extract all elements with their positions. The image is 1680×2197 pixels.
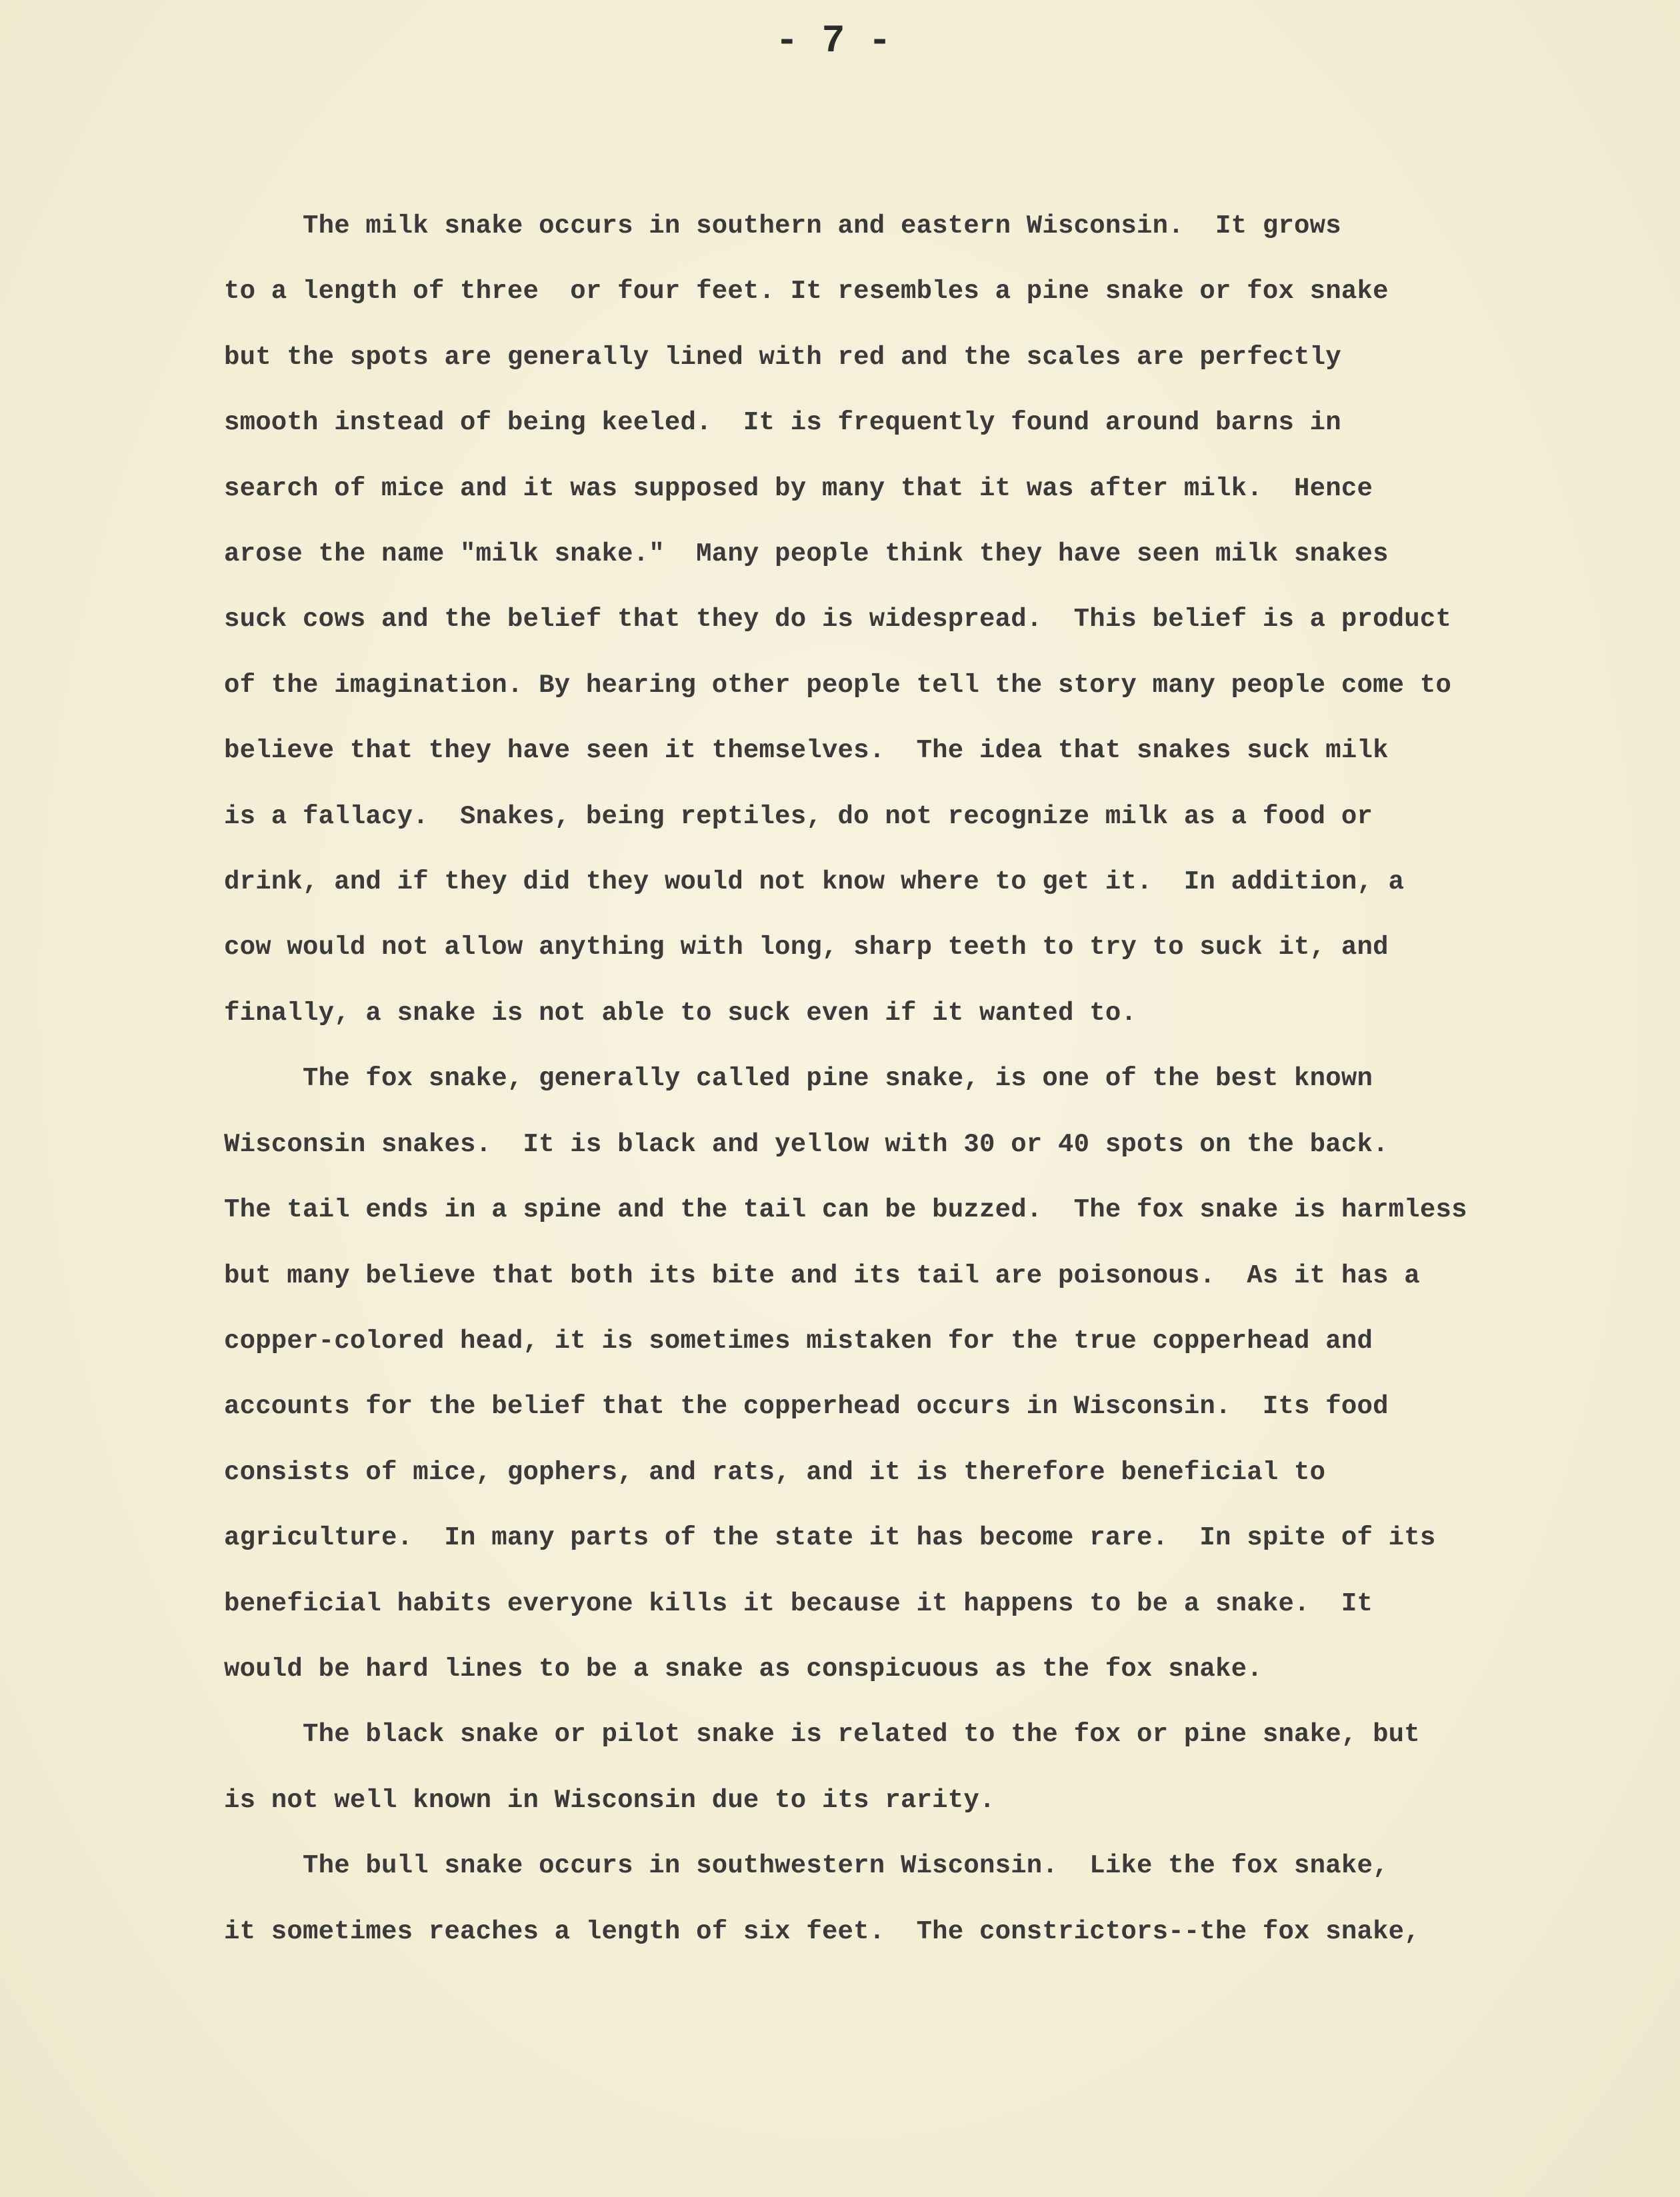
text-line: agriculture. In many parts of the state it has become rare. In spite of its xyxy=(224,1523,1436,1553)
text-line: Wisconsin snakes. It is black and yellow with 30 or 40 spots on the back. xyxy=(224,1129,1389,1159)
text-line: consists of mice, gophers, and rats, and it is therefore beneficial to xyxy=(224,1457,1326,1487)
text-line: to a length of three or four feet. It resembles a pine snake or fox snake xyxy=(224,277,1389,307)
text-line: finally, a snake is not able to suck even if it wanted to. xyxy=(224,998,1137,1028)
text-line: cow would not allow anything with long, sharp teeth to try to suck it, and xyxy=(224,933,1389,963)
text-line: is not well known in Wisconsin due to its rarity. xyxy=(224,1785,995,1815)
text-line: is a fallacy. Snakes, being reptiles, do not recognize milk as a food or xyxy=(224,801,1373,831)
text-line: The milk snake occurs in southern and eastern Wisconsin. It grows xyxy=(224,211,1341,241)
text-line: smooth instead of being keeled. It is frequently found around barns in xyxy=(224,408,1341,438)
page-number: - 7 - xyxy=(775,20,892,63)
text-line: suck cows and the belief that they do is widespread. This belief is a product xyxy=(224,605,1452,635)
text-line: but many believe that both its bite and its tail are poisonous. As it has a xyxy=(224,1260,1420,1290)
text-line: but the spots are generally lined with red and the scales are perfectly xyxy=(224,342,1341,372)
text-line: search of mice and it was supposed by many that it was after milk. Hence xyxy=(224,473,1373,503)
text-line: copper-colored head, it is sometimes mistaken for the true copperhead and xyxy=(224,1326,1373,1356)
text-line: The bull snake occurs in southwestern Wisconsin. Like the fox snake, xyxy=(224,1851,1389,1881)
paragraph-fox-snake xyxy=(224,1046,1571,1702)
text-line: The tail ends in a spine and the tail can be buzzed. The fox snake is harmless xyxy=(224,1195,1467,1225)
paragraph-black-snake xyxy=(224,1702,1571,1833)
paragraph-milk-snake xyxy=(224,193,1571,1046)
paragraph-bull-snake xyxy=(224,1833,1571,1964)
text-line: it sometimes reaches a length of six feet. The constrictors--the fox snake, xyxy=(224,1916,1420,1946)
text-line: The black snake or pilot snake is related to the fox or pine snake, but xyxy=(224,1720,1420,1750)
text-line: beneficial habits everyone kills it because it happens to be a snake. It xyxy=(224,1588,1373,1618)
body-text xyxy=(224,193,1571,1964)
text-line: of the imagination. By hearing other people tell the story many people come to xyxy=(224,670,1452,700)
text-line: arose the name "milk snake." Many people think they have seen milk snakes xyxy=(224,539,1389,569)
text-line: The fox snake, generally called pine snake, is one of the best known xyxy=(224,1064,1373,1094)
text-line: drink, and if they did they would not know where to get it. In addition, a xyxy=(224,867,1405,897)
text-line: accounts for the belief that the copperhead occurs in Wisconsin. Its food xyxy=(224,1392,1389,1422)
text-line: believe that they have seen it themselves. The idea that snakes suck milk xyxy=(224,736,1389,766)
text-line: would be hard lines to be a snake as conspicuous as the fox snake. xyxy=(224,1654,1263,1684)
